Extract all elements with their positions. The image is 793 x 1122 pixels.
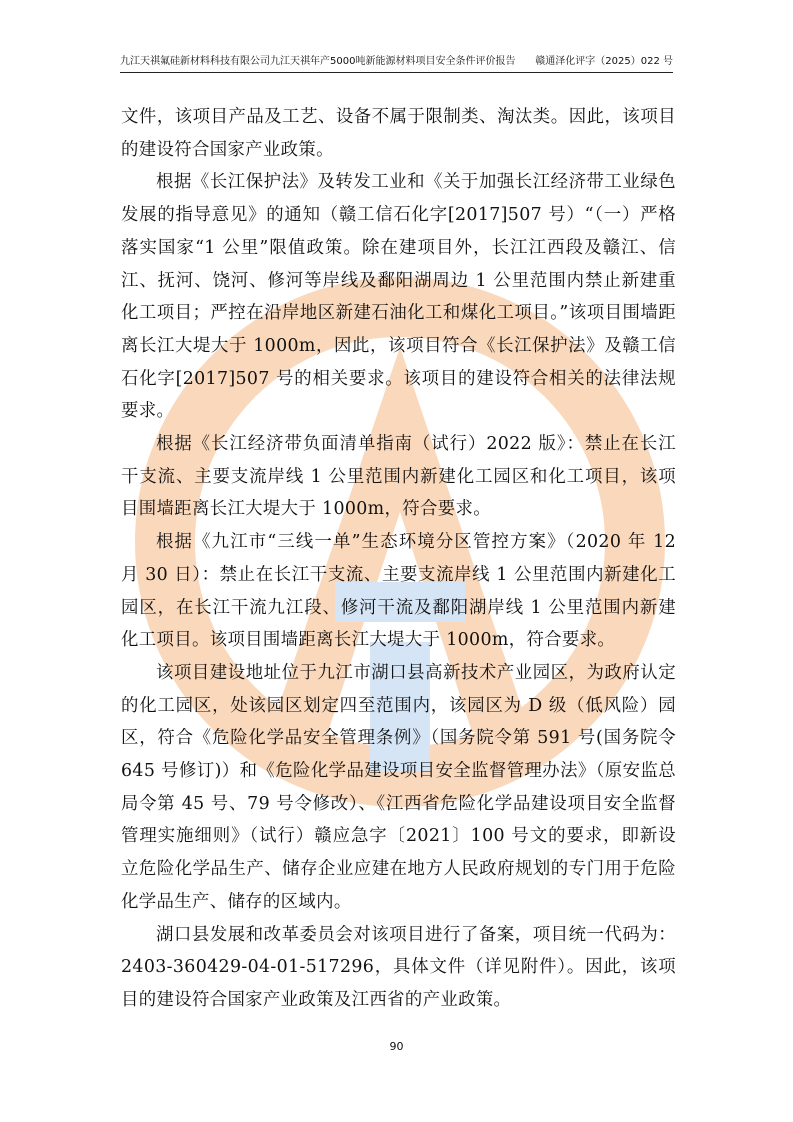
page-header bbox=[120, 54, 673, 73]
header-report-number: 赣通泽化评字（2025）022 号 bbox=[535, 56, 673, 67]
paragraph-2: 根据《长江保护法》及转发工业和《关于加强长江经济带工业绿色发展的指导意见》的通知（赣工信石化字[2017]507 号）“（一）严格落实国家“1 公里”限值政策。除在建项目外，长江江西段及赣江、信江、抚河、饶河、修河等岸线及鄱阳湖周边 1 公里范围内禁止新建重化工项目；严控在沿岸地区新建石油化工和煤化工项目。”该项目围墙距离长江大堤大于 1000m，因此，该项目符合《长江保护法》及赣工信石化字[2017]507 号的相关要求。该项目的建设符合相关的法律法规要求。 bbox=[121, 172, 676, 422]
document-body bbox=[121, 101, 676, 1017]
page-number: 90 bbox=[389, 1040, 404, 1053]
paragraph-6: 湖口县发展和改革委员会对该项目进行了备案，项目统一代码为：2403-360429-04-01-517296，具体文件（详见附件）。因此，该项目的建设符合国家产业政策及江西省的产业政策。 bbox=[121, 924, 676, 1010]
paragraph-1: 文件，该项目产品及工艺、设备不属于限制类、淘汰类。因此，该项目的建设符合国家产业政策。 bbox=[121, 107, 676, 160]
paragraph-3: 根据《长江经济带负面清单指南（试行）2022 版》：禁止在长江干支流、主要支流岸线 1 公里范围内新建化工园区和化工项目，该项目围墙距离长江大堤大于 1000m，符合要求。 bbox=[121, 434, 676, 520]
header-report-title: 九江天祺氟硅新材料科技有限公司九江天祺年产5000吨新能源材料项目安全条件评价报告 bbox=[120, 56, 516, 67]
paragraph-5: 该项目建设地址位于九江市湖口县高新技术产业园区，为政府认定的化工园区，处该园区划定四至范围内，该园区为 D 级（低风险）园区，符合《危险化学品安全管理条例》（国务院令第 591 号(国务院令 645 号修订)）和《危险化学品建设项目安全监督管理办法》（原安监总局令第 45 号、79 号令修改）、《江西省危险化学品建设项目安全监督管理实施细则》（试行）赣应急字〔2021〕100 号文的要求，即新设立危险化学品生产、储存企业应建在地方人民政府规划的专门用于危险化学品生产、储存的区域内。 bbox=[121, 662, 676, 912]
paragraph-4: 根据《九江市“三线一单”生态环境分区管控方案》（2020 年 12 月 30 日）：禁止在长江干支流、主要支流岸线 1 公里范围内新建化工园区，在长江干流九江段、修河干流及鄱阳湖岸线 1 公里范围内新建化工项目。该项目围墙距离长江大堤大于 1000m，符合要求。 bbox=[121, 532, 676, 651]
